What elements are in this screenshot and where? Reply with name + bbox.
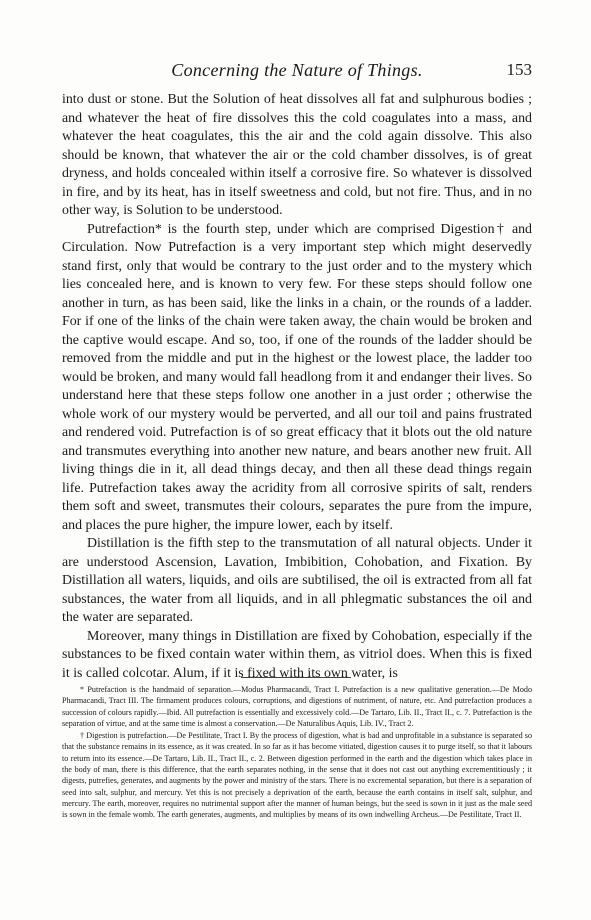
footnote-rule <box>241 677 351 678</box>
paragraph-distillation: Distillation is the fifth step to the transmutation of all natural objects. Under it are understood Ascension, Lavation, Imbibition, Cohobation, and Fixation. By Distillation all waters, liquids, and oils are subtilised, the oil is extracted from all fat substances, the water from all liquids, and in all phlegmatic substances the oil and the water are separated. <box>62 536 532 625</box>
footnote-digestion: † Digestion is putrefaction.—De Pestilitate, Tract I. By the process of digestion, what is bad and unprofitable in a substance is separated so that the substance remains in its essence, as it was created. In so far as it has become vitiated, digestion causes it to purge itself, so that it labours to return into its essence.—De Tartaro, Lib. II., Tract II., c. 2. Between digestion performed in the earth and the digestion which takes place in the body of man, there is this difference, that the earth separates nothing, in the sense that it does not cast out anything excrementitiously ; it digests, putrefies, generates, and augments by the power and ministry of the stars. There is no excremental separation, but there is a separation of seed into salt, sulphur, and mercury. Yet this is not precisely a deprivation of the earth, because the earth contains in itself salt, sulphur, and mercury. The earth, moreover, requires no nutrimental support after the manner of human beings, but the seed is sown in it just as the male seed is sown in the female womb. The earth generates, augments, and multiplies by means of its own indwelling Archeus.—De Pestilitate, Tract II. <box>62 731 532 820</box>
paragraph-continuation: into dust or stone. But the Solution of heat dissolves all fat and sulphurous bodies ; and whatever the heat of fire dissolves this the cold coagulates into a mass, and whatever the heat coagulates, this the air and the cold again dissolve. This also should be known, that whatever the air or the cold chamber dissolves, is of great dryness, and holds concealed within itself a corrosive fire. So whatever is dissolved in fire, and by its heat, has in itself sweetness and cold, but not fire. Thus, and in no other way, is Solution to be understood. <box>62 92 532 218</box>
page-number: 153 <box>506 60 532 79</box>
footnote-putrefaction: * Putrefaction is the handmaid of separation.—Modus Pharmacandi, Tract I. Putrefaction is a new qualitative generation.—De Modo Pharmacandi, Tract III. The firmament produces colours, corruptions, and digestions of nutriment, of nature, etc. And putrefaction produces a succession of colours rapidly.—Ibid. All putrefaction is essentially and excessively cold.—De Tartaro, Lib. II., Tract II., c. 7. Putrefaction is the separation of virtue, and at the same time is almost a conservation.—De Naturalibus Aquis, Lib. IV., Tract 2. <box>62 685 532 728</box>
running-title: Concerning the Nature of Things. <box>171 60 423 80</box>
paragraph-cohobation: Moreover, many things in Distillation are fixed by Cohobation, especially if the substances to be fixed contain water within them, as vitriol does. When this is fixed it is called colcotar. Alum, if it is fixed with its own water, is <box>62 628 532 681</box>
running-header <box>62 60 532 86</box>
paragraph-putrefaction: Putrefaction* is the fourth step, under which are comprised Digestion† and Circulation. Now Putrefaction is a very important step which might deservedly stand first, only that would be contrary to the just order and to the mystery which lies concealed here, and is known to very few. For these steps should follow one another in turn, as has been said, like the links in a chain, or the rounds of a ladder. For if one of the links of the chain were taken away, the chain would be broken and the captive would escape. And so, too, if one of the rounds of the ladder should be removed from the middle and put in the highest or the lowest place, the ladder too would be broken, and many would fall headlong from it and endanger their lives. So understand here that these steps follow one another in a just order ; otherwise the whole work of our mystery would be perverted, and all our toil and pains frustrated and rendered void. Putrefaction is of so great efficacy that it blots out the old nature and transmutes everything into another new nature, and bears another new fruit. All living things die in it, all dead things decay, and then all these dead things regain life. Putrefaction takes away the acridity from all corrosive spirits of salt, renders them soft and sweet, transmutes their colours, separates the pure from the impure, and places the pure higher, the impure lower, each by itself. <box>62 221 532 533</box>
main-text <box>62 91 532 683</box>
footnotes <box>62 684 532 822</box>
